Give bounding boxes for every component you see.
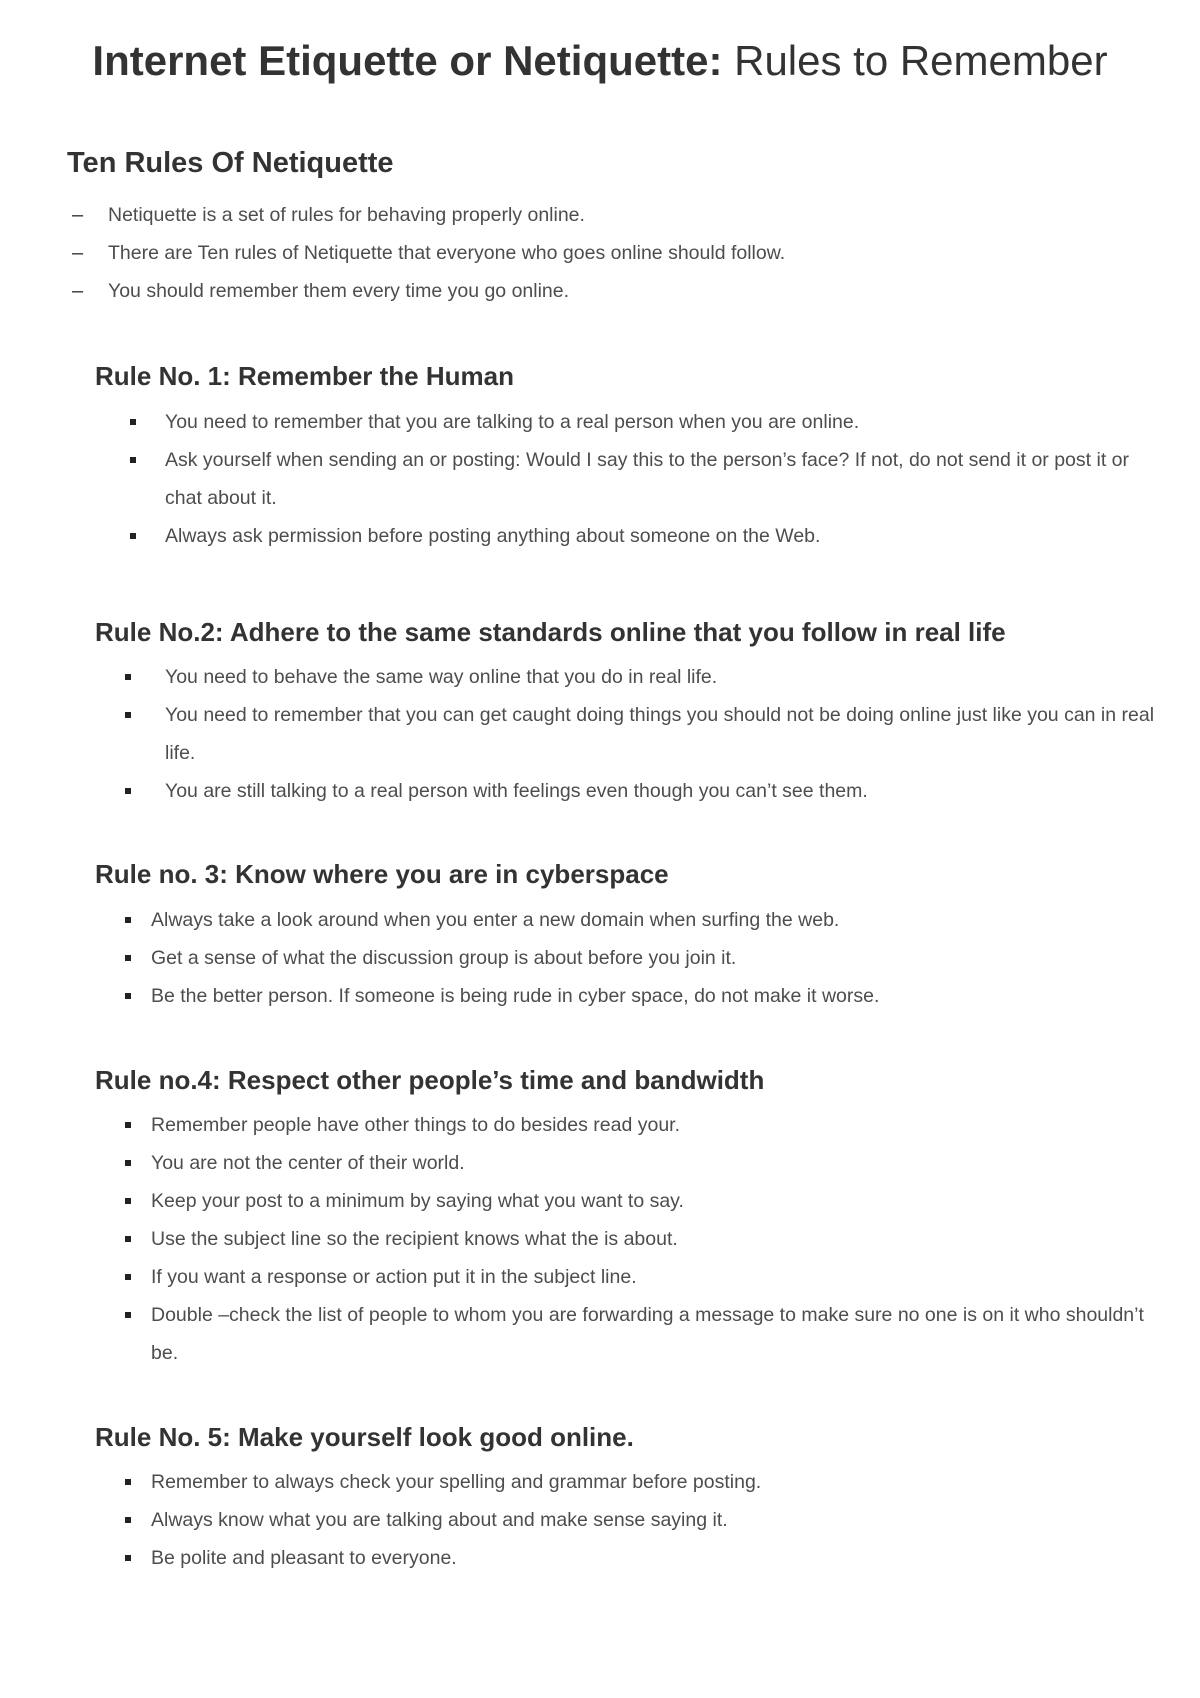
list-item-text: Use the subject line so the recipient knows what the is about. bbox=[151, 1228, 678, 1250]
list-item-text: You should remember them every time you go online. bbox=[108, 280, 570, 302]
list-item-text: If you want a response or action put it in the subject line. bbox=[151, 1266, 637, 1288]
dash-marker: – bbox=[72, 204, 84, 226]
list-item bbox=[151, 1106, 1151, 1144]
list-item-text: Always take a look around when you enter a new domain when surfing the web. bbox=[151, 909, 840, 931]
list-item bbox=[72, 234, 1148, 272]
rule-2-list bbox=[165, 658, 1155, 810]
dash-marker: – bbox=[72, 242, 84, 264]
bullet-marker bbox=[125, 1479, 131, 1485]
bullet-marker bbox=[130, 419, 136, 425]
list-item-text: Get a sense of what the discussion group is about before you join it. bbox=[151, 947, 737, 969]
list-item-text: Ask yourself when sending an or posting: Would I say this to the person’s face? If not, do not send it or post it or chat about it. bbox=[165, 449, 1129, 509]
dash-marker: – bbox=[72, 280, 84, 302]
list-item bbox=[151, 1501, 1151, 1539]
list-item-text: Double –check the list of people to whom you are forwarding a message to make sure no one is on it who shouldn’t be. bbox=[151, 1304, 1144, 1364]
bullet-marker bbox=[125, 1517, 131, 1523]
intro-heading: Ten Rules Of Netiquette bbox=[67, 147, 394, 179]
rule-1-list bbox=[165, 403, 1155, 555]
list-item bbox=[72, 272, 1148, 310]
list-item bbox=[165, 772, 1155, 810]
bullet-marker bbox=[125, 1122, 131, 1128]
list-item bbox=[151, 939, 1151, 977]
bullet-marker bbox=[125, 1236, 131, 1242]
bullet-marker bbox=[125, 1160, 131, 1166]
list-item-text: You need to remember that you can get caught doing things you should not be doing online just like you can in real life. bbox=[165, 704, 1155, 764]
list-item-text: You need to behave the same way online that you do in real life. bbox=[165, 666, 718, 688]
bullet-marker bbox=[130, 457, 136, 463]
rule-2-heading: Rule No.2: Adhere to the same standards online that you follow in real life bbox=[95, 617, 1006, 647]
list-item bbox=[151, 1182, 1151, 1220]
list-item-text: You need to remember that you are talking to a real person when you are online. bbox=[165, 411, 860, 433]
intro-list bbox=[72, 196, 1148, 310]
title-bold-part: Internet Etiquette or Netiquette: bbox=[92, 37, 723, 84]
rule-5-list bbox=[151, 1463, 1151, 1577]
list-item-text: Keep your post to a minimum by saying what you want to say. bbox=[151, 1190, 684, 1212]
bullet-marker bbox=[125, 1312, 131, 1318]
list-item bbox=[151, 1463, 1151, 1501]
list-item-text: Be the better person. If someone is being rude in cyber space, do not make it worse. bbox=[151, 985, 880, 1007]
list-item bbox=[151, 1220, 1151, 1258]
bullet-marker bbox=[125, 1274, 131, 1280]
list-item bbox=[165, 441, 1155, 517]
list-item bbox=[165, 658, 1155, 696]
bullet-marker bbox=[125, 788, 131, 794]
list-item bbox=[72, 196, 1148, 234]
bullet-marker bbox=[125, 917, 131, 923]
rule-4-list bbox=[151, 1106, 1151, 1372]
list-item-text: Remember people have other things to do besides read your. bbox=[151, 1114, 680, 1136]
bullet-marker bbox=[130, 533, 136, 539]
list-item bbox=[165, 696, 1155, 772]
document-title bbox=[0, 36, 1200, 86]
list-item bbox=[151, 1296, 1151, 1372]
bullet-marker bbox=[125, 1198, 131, 1204]
list-item-text: You are not the center of their world. bbox=[151, 1152, 465, 1174]
list-item-text: There are Ten rules of Netiquette that everyone who goes online should follow. bbox=[108, 242, 786, 264]
bullet-marker bbox=[125, 955, 131, 961]
rule-3-list bbox=[151, 901, 1151, 1015]
rule-4-heading: Rule no.4: Respect other people’s time and bandwidth bbox=[95, 1065, 765, 1095]
list-item-text: Always know what you are talking about and make sense saying it. bbox=[151, 1509, 728, 1531]
list-item bbox=[165, 517, 1155, 555]
list-item-text: You are still talking to a real person with feelings even though you can’t see them. bbox=[165, 780, 868, 802]
title-normal-part: Rules to Remember bbox=[734, 37, 1108, 84]
list-item bbox=[151, 1258, 1151, 1296]
bullet-marker bbox=[125, 993, 131, 999]
list-item-text: Always ask permission before posting anything about someone on the Web. bbox=[165, 525, 821, 547]
list-item bbox=[151, 901, 1151, 939]
bullet-marker bbox=[125, 1555, 131, 1561]
list-item bbox=[165, 403, 1155, 441]
list-item bbox=[151, 1539, 1151, 1577]
bullet-marker bbox=[125, 674, 131, 680]
rule-1-heading: Rule No. 1: Remember the Human bbox=[95, 361, 514, 391]
rule-5-heading: Rule No. 5: Make yourself look good online. bbox=[95, 1422, 634, 1452]
list-item bbox=[151, 1144, 1151, 1182]
list-item-text: Netiquette is a set of rules for behaving properly online. bbox=[108, 204, 585, 226]
list-item-text: Remember to always check your spelling and grammar before posting. bbox=[151, 1471, 762, 1493]
list-item bbox=[151, 977, 1151, 1015]
rule-3-heading: Rule no. 3: Know where you are in cyberspace bbox=[95, 859, 669, 889]
bullet-marker bbox=[125, 712, 131, 718]
list-item-text: Be polite and pleasant to everyone. bbox=[151, 1547, 457, 1569]
